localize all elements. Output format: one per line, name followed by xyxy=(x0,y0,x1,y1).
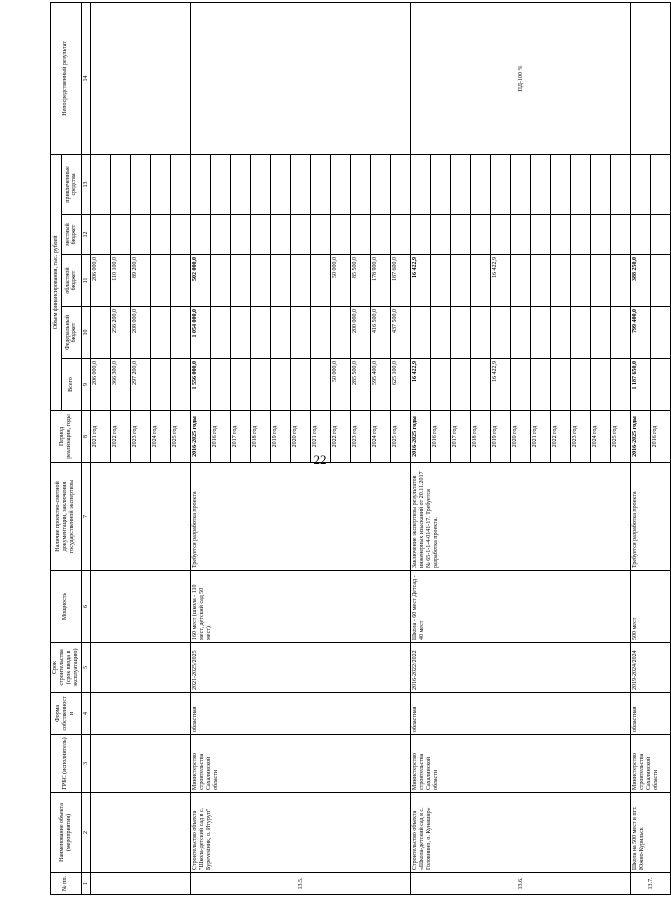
other-cell xyxy=(191,154,211,214)
object-13-6-result: ПД-100 % xyxy=(411,2,631,154)
local-cell xyxy=(431,215,451,255)
object-13-5-grbs: Министерство строительства Сахалинской области xyxy=(191,735,411,793)
federal-cell: 1 054 000,0 xyxy=(191,307,211,359)
regional-cell xyxy=(171,255,191,307)
federal-cell xyxy=(311,307,331,359)
regional-cell: 16 422,9 xyxy=(491,255,511,307)
header-period: Период реализации, годы xyxy=(51,411,82,463)
period-cell: 2016-2025 годы xyxy=(411,411,431,463)
total-cell xyxy=(471,359,491,411)
local-cell xyxy=(331,215,351,255)
total-cell xyxy=(291,359,311,411)
local-cell xyxy=(631,215,651,255)
federal-cell xyxy=(611,307,631,359)
object-13-7-name: Школа на 500 мест в пгт. Южно-Курильск xyxy=(631,793,671,873)
period-cell: 2025 год xyxy=(391,411,411,463)
local-cell xyxy=(191,215,211,255)
regional-cell: 502 000,0 xyxy=(191,255,211,307)
header-num: № пп. xyxy=(51,873,82,895)
federal-cell xyxy=(511,307,531,359)
period-cell: 2017 год xyxy=(451,411,471,463)
period-cell: 2017 год xyxy=(231,411,251,463)
regional-cell xyxy=(431,255,451,307)
column-number: 12 xyxy=(81,215,91,255)
period-cell: 2023 год xyxy=(571,411,591,463)
total-cell xyxy=(171,359,191,411)
column-number: 11 xyxy=(81,255,91,307)
prev-docs xyxy=(91,463,191,571)
regional-cell xyxy=(291,255,311,307)
prev-result xyxy=(91,2,191,154)
other-cell xyxy=(571,154,591,214)
period-cell: 2019 год xyxy=(491,411,511,463)
total-cell: 206 000,0 xyxy=(91,359,111,411)
total-cell xyxy=(311,359,331,411)
column-number: 6 xyxy=(81,571,91,643)
period-cell: 2023 год xyxy=(131,411,151,463)
year-row xyxy=(631,2,651,894)
object-13-6-term: 2016-2022/2022 xyxy=(411,643,631,693)
federal-cell xyxy=(211,307,231,359)
federal-cell xyxy=(251,307,271,359)
regional-cell xyxy=(271,255,291,307)
object-13-6-grbs: Министерство строительства Сахалинской области xyxy=(411,735,631,793)
period-cell: 2016 год xyxy=(651,411,671,463)
total-cell: 50 000,0 xyxy=(331,359,351,411)
other-cell xyxy=(211,154,231,214)
federal-cell: 256 200,0 xyxy=(111,307,131,359)
federal-cell xyxy=(651,307,671,359)
local-cell xyxy=(171,215,191,255)
other-cell xyxy=(91,154,111,214)
period-cell: 2019 год xyxy=(271,411,291,463)
header-regional: областной бюджет xyxy=(62,255,81,307)
local-cell xyxy=(411,215,431,255)
other-cell xyxy=(291,154,311,214)
total-cell: 1 187 650,0 xyxy=(631,359,651,411)
year-row xyxy=(191,2,211,894)
object-13-6-ownership: областная xyxy=(411,693,631,735)
federal-cell: 437 500,0 xyxy=(391,307,411,359)
total-cell: 625 100,0 xyxy=(391,359,411,411)
total-cell xyxy=(211,359,231,411)
other-cell xyxy=(631,154,651,214)
other-cell xyxy=(471,154,491,214)
header-grbs: ГРБС (исполнитель) xyxy=(51,735,82,793)
federal-cell xyxy=(331,307,351,359)
other-cell xyxy=(171,154,191,214)
column-number: 2 xyxy=(81,793,91,873)
object-13-7-num: 13.7. xyxy=(631,873,671,895)
local-cell xyxy=(311,215,331,255)
local-cell xyxy=(471,215,491,255)
federal-cell xyxy=(151,307,171,359)
other-cell xyxy=(411,154,431,214)
local-cell xyxy=(351,215,371,255)
other-cell xyxy=(431,154,451,214)
other-cell xyxy=(311,154,331,214)
federal-cell xyxy=(591,307,611,359)
federal-cell: 200 000,0 xyxy=(351,307,371,359)
period-cell: 2020 год xyxy=(511,411,531,463)
column-number: 4 xyxy=(81,693,91,735)
regional-cell: 388 250,0 xyxy=(631,255,651,307)
regional-cell: 187 600,0 xyxy=(391,255,411,307)
other-cell xyxy=(271,154,291,214)
column-number: 7 xyxy=(81,463,91,571)
regional-cell xyxy=(151,255,171,307)
prev-name xyxy=(91,793,191,873)
period-cell: 2024 год xyxy=(151,411,171,463)
local-cell xyxy=(131,215,151,255)
prev-term xyxy=(91,643,191,693)
total-cell xyxy=(511,359,531,411)
other-cell xyxy=(651,154,671,214)
total-cell xyxy=(151,359,171,411)
period-cell: 2021 год xyxy=(91,411,111,463)
total-cell xyxy=(611,359,631,411)
federal-cell xyxy=(411,307,431,359)
local-cell xyxy=(451,215,471,255)
header-row xyxy=(51,2,62,894)
header-total: Всего xyxy=(62,359,81,411)
federal-cell xyxy=(171,307,191,359)
object-13-7-capacity: 500 мест xyxy=(631,571,671,643)
regional-cell xyxy=(591,255,611,307)
period-cell: 2016-2025 годы xyxy=(631,411,651,463)
column-number: 8 xyxy=(81,411,91,463)
local-cell xyxy=(391,215,411,255)
federal-cell xyxy=(231,307,251,359)
period-cell: 2024 год xyxy=(591,411,611,463)
regional-cell xyxy=(551,255,571,307)
other-cell xyxy=(131,154,151,214)
period-cell: 2020 год xyxy=(291,411,311,463)
regional-cell xyxy=(231,255,251,307)
header-funding: Объем финансирования, тыс. рублей xyxy=(51,154,62,410)
federal-cell xyxy=(471,307,491,359)
period-cell: 2025 год xyxy=(171,411,191,463)
prev-num xyxy=(91,873,191,895)
object-13-7-docs: Требуется разработка проекта xyxy=(631,463,671,571)
other-cell xyxy=(611,154,631,214)
object-13-5-docs: Требуется разработка проекта xyxy=(191,463,411,571)
header-other: привлеченные средства xyxy=(62,154,81,214)
regional-cell: 89 200,0 xyxy=(131,255,151,307)
regional-cell xyxy=(251,255,271,307)
federal-cell xyxy=(271,307,291,359)
column-numbers-row xyxy=(81,2,91,894)
prev-grbs xyxy=(91,735,191,793)
period-cell: 2016 год xyxy=(431,411,451,463)
federal-cell: 208 000,0 xyxy=(131,307,151,359)
total-cell xyxy=(571,359,591,411)
federal-cell xyxy=(571,307,591,359)
regional-cell: 206 000,0 xyxy=(91,255,111,307)
local-cell xyxy=(291,215,311,255)
other-cell xyxy=(551,154,571,214)
object-13-7-result xyxy=(631,2,671,154)
header-capacity: Мощность xyxy=(51,571,82,643)
federal-cell xyxy=(431,307,451,359)
period-cell: 2021 год xyxy=(531,411,551,463)
column-number: 10 xyxy=(81,307,91,359)
header-result: Непосредственный результат xyxy=(51,2,82,154)
regional-cell: 110 100,0 xyxy=(111,255,131,307)
federal-cell xyxy=(451,307,471,359)
header-build-term: Срок строительства (срок ввода в эксплуатацию) xyxy=(51,643,82,693)
local-cell xyxy=(651,215,671,255)
other-cell xyxy=(351,154,371,214)
other-cell xyxy=(391,154,411,214)
federal-cell: 799 400,0 xyxy=(631,307,651,359)
regional-cell xyxy=(511,255,531,307)
total-cell xyxy=(231,359,251,411)
column-number: 3 xyxy=(81,735,91,793)
local-cell xyxy=(91,215,111,255)
other-cell xyxy=(111,154,131,214)
local-cell xyxy=(511,215,531,255)
total-cell: 16 422,9 xyxy=(491,359,511,411)
object-13-5-num: 13.5. xyxy=(191,873,411,895)
total-cell xyxy=(251,359,271,411)
prev-capacity xyxy=(91,571,191,643)
funding-table xyxy=(50,2,671,895)
header-federal: Федеральный бюджет xyxy=(62,307,81,359)
total-cell: 16 422,9 xyxy=(411,359,431,411)
other-cell xyxy=(371,154,391,214)
local-cell xyxy=(111,215,131,255)
header-docs: Наличие проектно-сметной документации, заключения государственной экспертизы xyxy=(51,463,82,571)
period-cell: 2022 год xyxy=(331,411,351,463)
object-13-6-name: Строительство объекта «Школа-детский сад в с. Головнино, о. Кунашир» xyxy=(411,793,631,873)
period-cell: 2024 год xyxy=(371,411,391,463)
total-cell xyxy=(551,359,571,411)
regional-cell xyxy=(451,255,471,307)
total-cell xyxy=(591,359,611,411)
object-13-6-capacity: Школа - 60 мест Детсад - 40 мест xyxy=(411,571,631,643)
regional-cell xyxy=(471,255,491,307)
object-13-5-ownership: областная xyxy=(191,693,411,735)
regional-cell xyxy=(531,255,551,307)
total-cell xyxy=(451,359,471,411)
column-number: 1 xyxy=(81,873,91,895)
object-13-7-grbs: Министерство строительства Сахалинской области xyxy=(631,735,671,793)
local-cell xyxy=(271,215,291,255)
other-cell xyxy=(151,154,171,214)
object-13-5-name: Строительство объекта "Школа-детский сад в с. Бурevestник, о. Итуруп" xyxy=(191,793,411,873)
local-cell xyxy=(491,215,511,255)
period-cell: 2021 год xyxy=(311,411,331,463)
other-cell xyxy=(331,154,351,214)
page-number: 22 xyxy=(313,452,327,467)
other-cell xyxy=(491,154,511,214)
other-cell xyxy=(231,154,251,214)
year-row xyxy=(411,2,431,894)
object-13-5-capacity: 160 мест (школа - 110 мест, детский сад 50 мест) xyxy=(191,571,411,643)
federal-cell xyxy=(531,307,551,359)
object-13-6-num: 13.6. xyxy=(411,873,631,895)
column-number: 13 xyxy=(81,154,91,214)
period-cell: 2022 год xyxy=(551,411,571,463)
regional-cell xyxy=(651,255,671,307)
period-cell: 2016-2025 годы xyxy=(191,411,211,463)
federal-cell xyxy=(491,307,511,359)
total-cell xyxy=(431,359,451,411)
year-row xyxy=(91,2,111,894)
object-13-6-docs: Заключение экспертизы результатов инженерных изысканий от 20.11.2017 № 65-1-1-4-0141-17. Требуется разработка проекта. xyxy=(411,463,631,571)
federal-cell xyxy=(91,307,111,359)
other-cell xyxy=(251,154,271,214)
regional-cell: 50 000,0 xyxy=(331,255,351,307)
federal-cell xyxy=(551,307,571,359)
column-number: 14 xyxy=(81,2,91,154)
other-cell xyxy=(591,154,611,214)
regional-cell: 85 500,0 xyxy=(351,255,371,307)
federal-cell: 416 500,0 xyxy=(371,307,391,359)
period-cell: 2018 год xyxy=(251,411,271,463)
local-cell xyxy=(211,215,231,255)
object-13-5-term: 2021-2025/2025 xyxy=(191,643,411,693)
local-cell xyxy=(251,215,271,255)
regional-cell xyxy=(611,255,631,307)
prev-ownership xyxy=(91,693,191,735)
total-cell: 366 300,0 xyxy=(111,359,131,411)
period-cell: 2023 год xyxy=(351,411,371,463)
total-cell: 297 200,0 xyxy=(131,359,151,411)
local-cell xyxy=(231,215,251,255)
object-13-7-term: 2019-2024/2024 xyxy=(631,643,671,693)
other-cell xyxy=(451,154,471,214)
regional-cell: 178 900,0 xyxy=(371,255,391,307)
regional-cell xyxy=(571,255,591,307)
column-number: 9 xyxy=(81,359,91,411)
period-cell: 2018 год xyxy=(471,411,491,463)
total-cell: 595 400,0 xyxy=(371,359,391,411)
local-cell xyxy=(571,215,591,255)
total-cell xyxy=(271,359,291,411)
header-local: местный бюджет xyxy=(62,215,81,255)
period-cell: 2025 год xyxy=(611,411,631,463)
header-name: Наименование объекта (мероприятия) xyxy=(51,793,82,873)
regional-cell xyxy=(211,255,231,307)
local-cell xyxy=(611,215,631,255)
total-cell: 285 500,0 xyxy=(351,359,371,411)
other-cell xyxy=(511,154,531,214)
regional-cell xyxy=(311,255,331,307)
total-cell: 1 556 000,0 xyxy=(191,359,211,411)
period-cell: 2016 год xyxy=(211,411,231,463)
federal-cell xyxy=(291,307,311,359)
object-13-5-result xyxy=(191,2,411,154)
total-cell xyxy=(531,359,551,411)
period-cell: 2022 год xyxy=(111,411,131,463)
local-cell xyxy=(551,215,571,255)
regional-cell: 16 422,9 xyxy=(411,255,431,307)
header-ownership: Форма собственности xyxy=(51,693,82,735)
total-cell xyxy=(651,359,671,411)
object-13-7-ownership: областная xyxy=(631,693,671,735)
local-cell xyxy=(151,215,171,255)
local-cell xyxy=(371,215,391,255)
local-cell xyxy=(531,215,551,255)
other-cell xyxy=(531,154,551,214)
column-number: 5 xyxy=(81,643,91,693)
local-cell xyxy=(591,215,611,255)
